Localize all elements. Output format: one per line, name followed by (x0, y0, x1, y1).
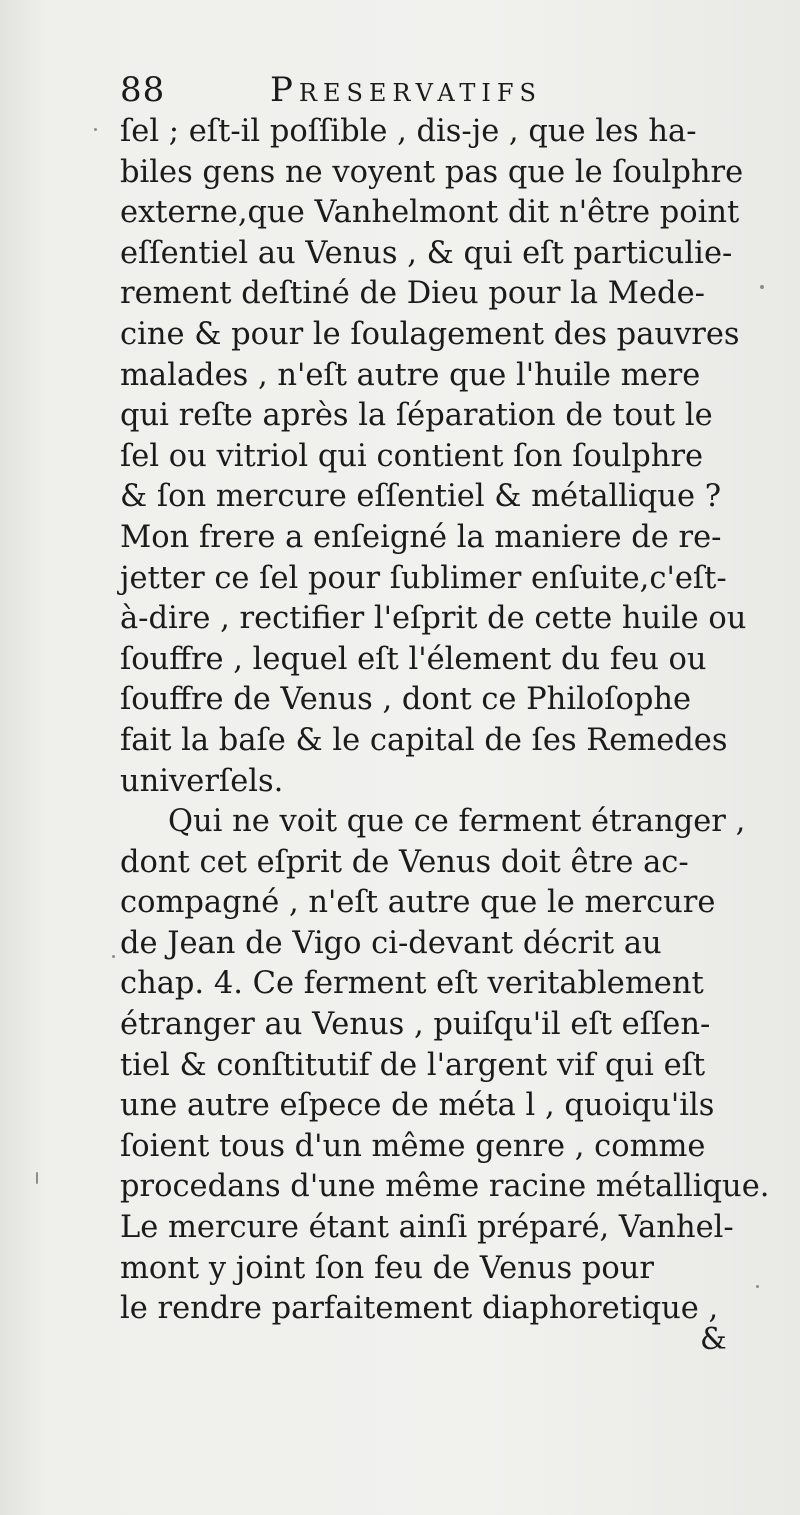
text-line: externe,que Vanhelmont dit n'être point (120, 195, 740, 231)
paragraph-start-line: Qui ne voit que ce ferment étranger , (168, 804, 746, 840)
text-line: dont cet eſprit de Venus doit être ac- (120, 844, 689, 880)
page-number: 88 (120, 70, 166, 110)
text-line: tiel & conſtitutif de l'argent vif qui eſt (120, 1047, 706, 1083)
paper-speck (36, 1172, 38, 1184)
text-line: une autre eſpece de méta l , quoiqu'ils (120, 1088, 715, 1124)
running-title: Preservatifs (270, 70, 542, 110)
text-line: Le mercure étant ainſi préparé, Vanhel- (120, 1210, 734, 1246)
paper-speck (112, 955, 115, 958)
page-header (120, 70, 542, 110)
text-line: malades , n'eſt autre que l'huile mere (120, 357, 701, 393)
paper-speck (760, 285, 764, 289)
text-line: ſoient tous d'un même genre , comme (120, 1128, 706, 1164)
text-line: Mon frere a enſeigné la maniere de re- (120, 519, 722, 555)
text-line: ſouffre , lequel eſt l'élement du feu ou (120, 641, 707, 677)
text-line: qui reſte après la ſéparation de tout le (120, 398, 713, 434)
text-line: de Jean de Vigo ci-devant décrit au (120, 925, 662, 961)
paper-speck (756, 1285, 759, 1288)
catchword: & (700, 1322, 727, 1357)
text-line: le rendre parfaitement diaphoretique , (120, 1291, 719, 1327)
text-line: biles gens ne voyent pas que le ſoulphre (120, 154, 744, 190)
text-line: à-dire , rectifier l'eſprit de cette huile ou (120, 601, 747, 637)
text-line: étranger au Venus , puiſqu'il eſt eſſen- (120, 1007, 711, 1043)
text-block (120, 112, 770, 1330)
text-line: mont y joint ſon feu de Venus pour (120, 1250, 654, 1286)
text-line: cine & pour le ſoulagement des pauvres (120, 316, 740, 352)
text-line: procedans d'une même racine métallique. (120, 1169, 770, 1205)
text-line: compagné , n'eſt autre que le mercure (120, 885, 716, 921)
text-line: univerſels. (120, 763, 284, 799)
text-line: ſel ou vitriol qui contient ſon ſoulphre (120, 438, 704, 474)
text-line: rement deſtiné de Dieu pour la Mede- (120, 276, 705, 312)
text-line: fait la baſe & le capital de ſes Remedes (120, 722, 728, 758)
text-line: jetter ce ſel pour ſublimer enſuite,c'eſt- (120, 560, 727, 596)
paper-speck (94, 128, 97, 131)
text-line: chap. 4. Ce ferment eſt veritablement (120, 966, 704, 1002)
text-line: eſſentiel au Venus , & qui eſt particulie- (120, 235, 733, 271)
text-line: ſel ; eſt-il poſſible , dis-je , que les ha- (120, 114, 697, 149)
text-line: ſouffre de Venus , dont ce Philoſophe (120, 682, 692, 718)
text-line: & ſon mercure eſſentiel & métallique ? (120, 479, 722, 515)
